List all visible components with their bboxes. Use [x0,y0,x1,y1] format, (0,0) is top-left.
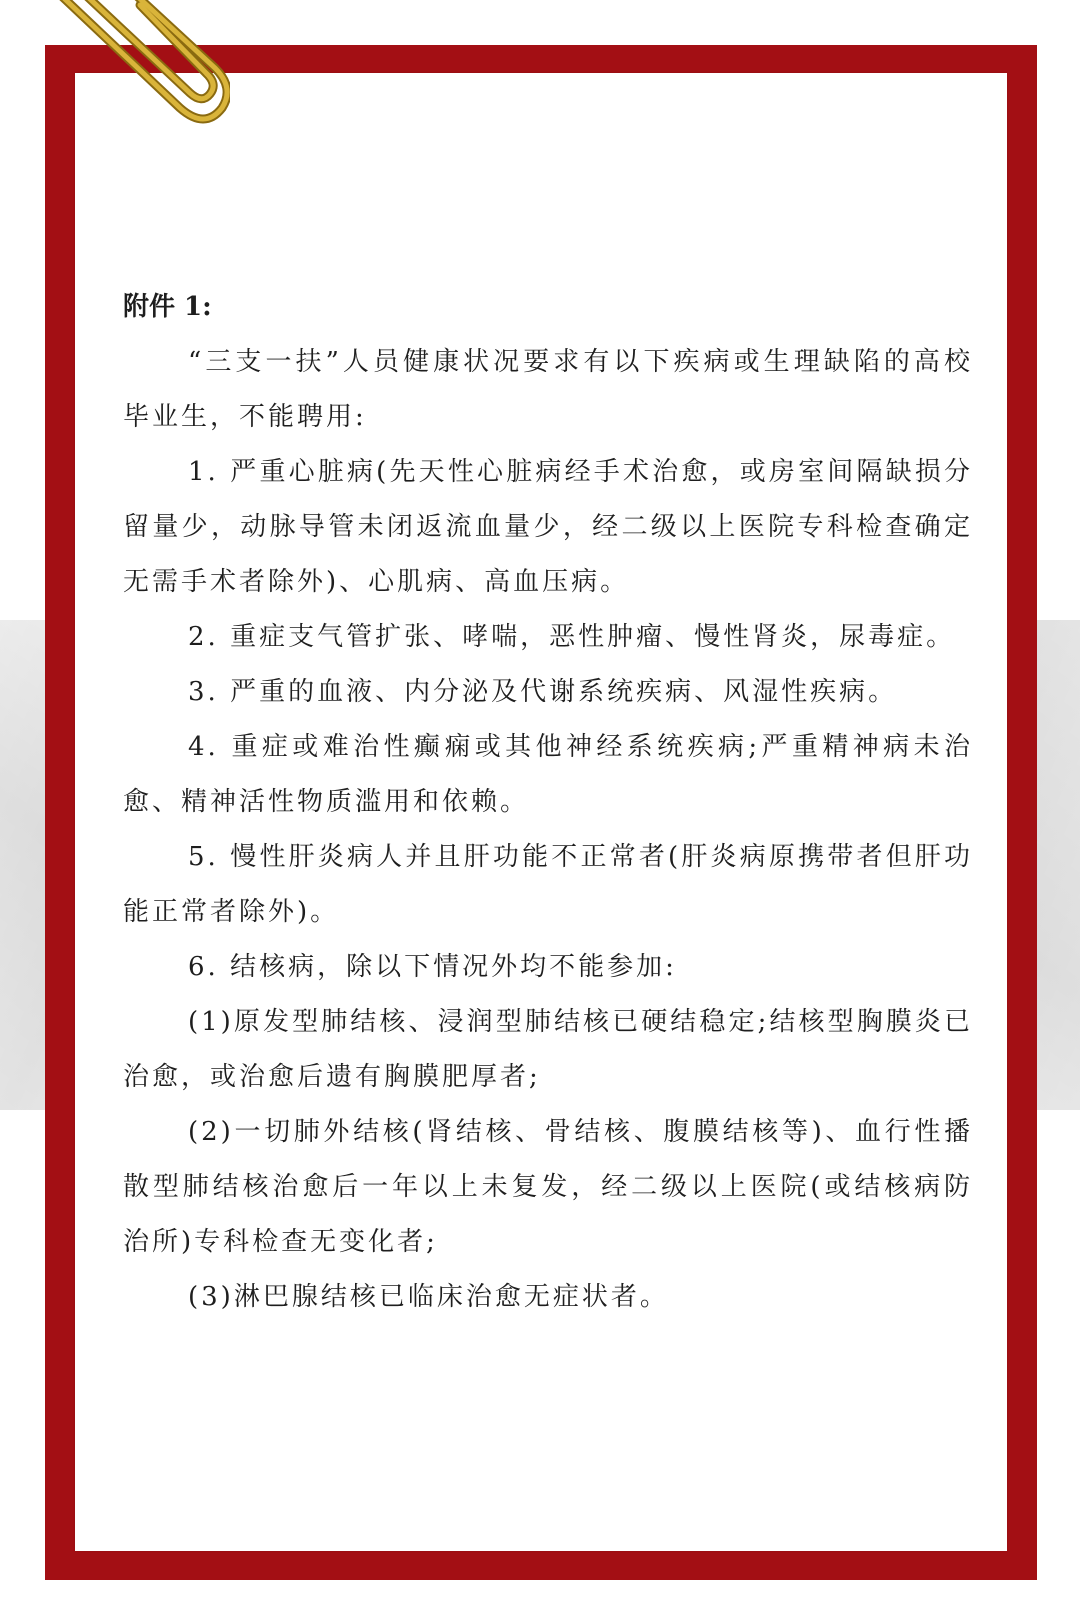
document-title: 附件 1: [123,292,212,322]
paragraph-subitem-3: (3)淋巴腺结核已临床治愈无症状者。 [188,1282,669,1312]
paragraph-item-4: 4. 重症或难治性癫痫或其他神经系统疾病;严重精神病未治愈、精神活性物质滥用和依赖。 [123,732,973,817]
paragraph-item-5: 5. 慢性肝炎病人并且肝功能不正常者(肝炎病原携带者但肝功能正常者除外)。 [123,842,973,927]
paperclip-icon [30,0,230,140]
paragraph-intro: “三支一扶”人员健康状况要求有以下疾病或生理缺陷的高校毕业生，不能聘用: [123,347,973,432]
paragraph-item-6: 6. 结核病，除以下情况外均不能参加: [188,952,677,982]
paragraph-item-3: 3. 严重的血液、内分泌及代谢系统疾病、风湿性疾病。 [188,677,898,707]
paragraph-subitem-2: (2)一切肺外结核(肾结核、骨结核、腹膜结核等)、血行性播散型肺结核治愈后一年以上未复发，经二级以上医院(或结核病防治所)专科检查无变化者; [123,1117,973,1257]
paragraph-subitem-1: (1)原发型肺结核、浸润型肺结核已硬结稳定;结核型胸膜炎已治愈，或治愈后遗有胸膜肥厚者; [123,1007,973,1092]
document-body [123,280,973,1325]
paragraph-item-2: 2. 重症支气管扩张、哮喘，恶性肿瘤、慢性肾炎，尿毒症。 [188,622,956,652]
paragraph-item-1: 1. 严重心脏病(先天性心脏病经手术治愈，或房室间隔缺损分留量少，动脉导管未闭返流血量少，经二级以上医院专科检查确定无需手术者除外)、心肌病、高血压病。 [123,457,973,597]
